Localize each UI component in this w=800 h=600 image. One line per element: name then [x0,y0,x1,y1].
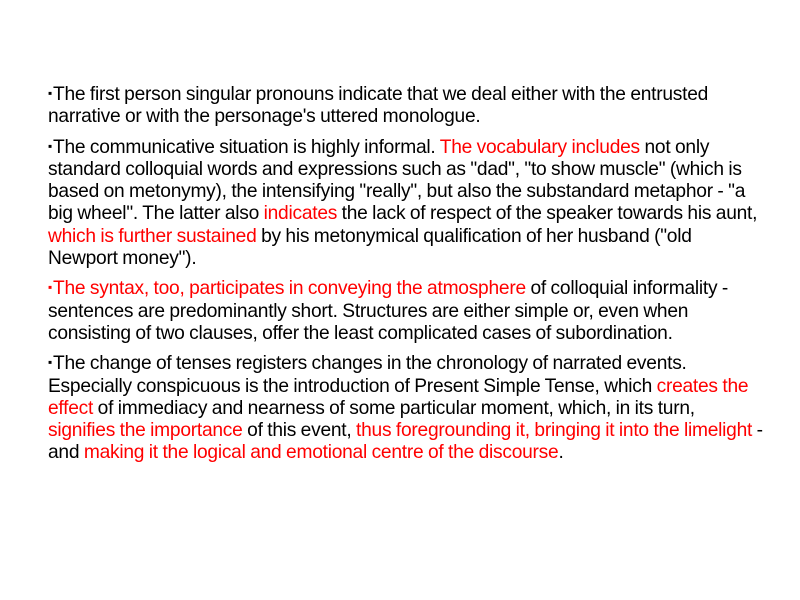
bullet-icon: ▪ [48,280,53,295]
text-segment: of this event, [242,420,357,442]
text-segment: of colloquial informality - sentences are predominantly short. Structures are either simple or, even when consisting of two clauses, offer the least complicated cases of subordination. [48,278,729,344]
text-segment: - and [48,420,763,464]
text-segment: The first person singular pronouns indicate that we deal either with the entrusted narrative or with the personage's uttered monologue. [48,84,709,128]
text-segment: . [558,442,564,464]
highlighted-text: indicates [263,203,338,225]
text-segment: by his metonymical qualification of her husband ("old Newport money"). [48,225,692,270]
bullet-icon: ▪ [48,138,53,153]
text-segment: The communicative situation is highly informal. [53,136,440,158]
highlighted-text: thus foregrounding it, bringing it into the limelight [356,420,753,442]
slide-body [48,82,764,471]
text-segment: The change of tenses registers changes in the chronology of narrated events. Especially conspicuous is the introduction of Present Simple Tense, which [48,353,687,397]
highlighted-text: The syntax, too, participates in conveying the atmosphere [53,278,526,300]
bullet-icon: ▪ [48,355,53,370]
highlighted-text: making it the logical and emotional centre of the discourse [83,442,559,464]
text-segment: the lack of respect of the speaker towards his aunt, [337,203,758,225]
highlighted-text: creates the effect [48,375,749,419]
paragraph [48,351,764,464]
text-segment: not only standard colloquial words and expressions such as "dad", "to show muscle" (which is based on metonymy), the intensifying "really", but also the substandard metaphor - "a big wheel". The latter also [48,136,746,225]
highlighted-text: which is further sustained [48,225,257,247]
highlighted-text: The vocabulary includes [439,136,640,158]
highlighted-text: signifies the importance [48,420,243,442]
bullet-icon: ▪ [48,86,53,100]
paragraph [48,135,764,271]
paragraph [48,82,764,129]
text-segment: of immediacy and nearness of some particular moment, which, in its turn, [93,397,695,419]
paragraph [48,276,764,345]
